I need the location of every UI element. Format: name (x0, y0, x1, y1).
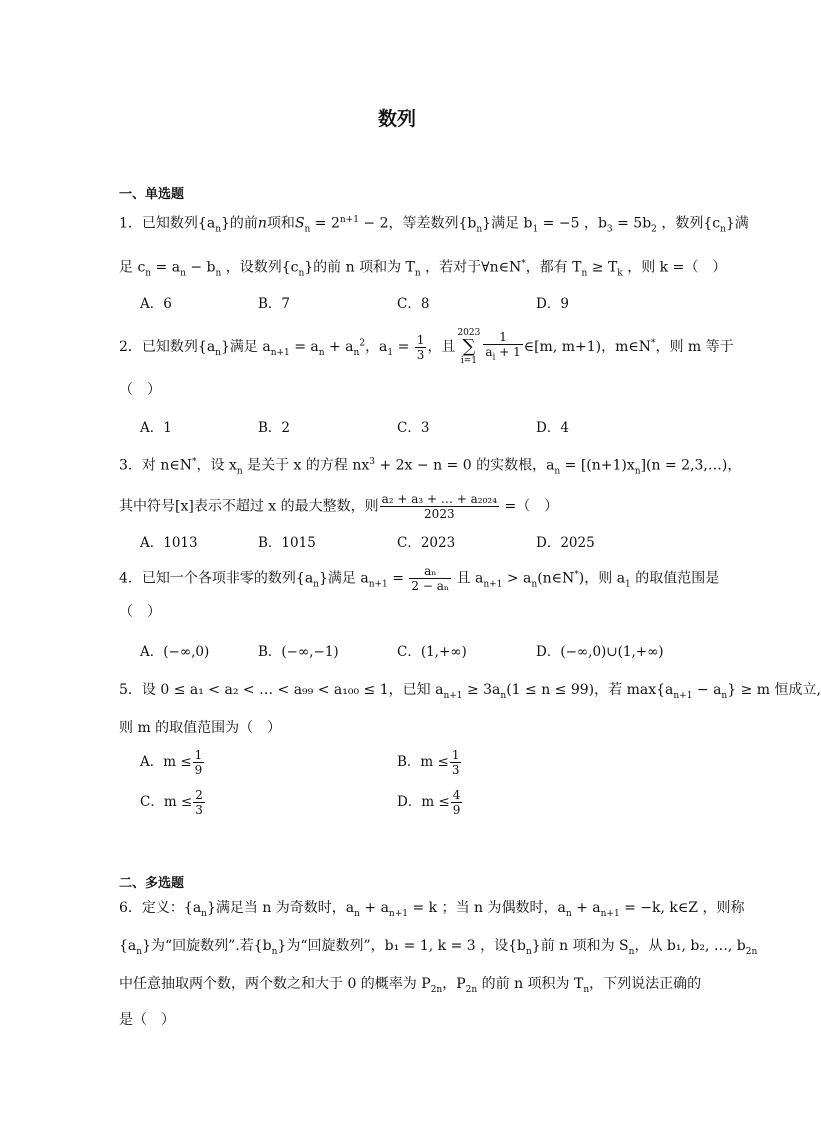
q5-option-a[interactable]: A．m ≤ $\frac{1}{9}$ (140, 748, 203, 777)
section-heading-multi-choice: 二、多选题 (119, 876, 185, 891)
q3-option-d[interactable]: D．2025 (536, 535, 595, 551)
question-6-line-1: 6．定义：$\{a_n\}$满足当 n 为奇数时，$a_n + a_{n+1} = k$ ；当 n 为偶数时，$a_n + a_{n+1} = -k$, k∈Z ，则称 (119, 900, 745, 919)
question-3-line-1: 3．对 n∈N*，设 $x_n$ 是关于 x 的方程 $nx^3 + 2x - n = 0$ 的实数根，$a_n = [(n+1)x_n](n$ = 2,3,…)， (119, 457, 742, 477)
q4-option-d[interactable]: D．(−∞,0)∪(1,+∞) (536, 644, 664, 660)
q1-option-c[interactable]: C．8 (397, 296, 430, 312)
q1-option-b[interactable]: B．7 (258, 296, 291, 312)
question-1-line-1: 1．已知数列$\{a_n\}$的前n项和$S_n = 2^{n+1} - 2$，等差数列$\{b_n\}$满足 $b_1 = -5$ ，$b_3 = 5b_2$ ，数列$\{c_n\}$满 (119, 215, 749, 235)
q5-option-b[interactable]: B．m ≤ $\frac{1}{3}$ (397, 748, 460, 777)
q2-option-a[interactable]: A．1 (140, 420, 172, 436)
section-heading-single-choice: 一、单选题 (119, 187, 185, 202)
question-3-line-2: 其中符号[x]表示不超过 x 的最大整数，则 $\frac{\text{a₂ + a₃ + … + a₂₀₂₄}}{2023}$ =（ ） (119, 492, 559, 521)
q5-option-c[interactable]: C．m ≤ $\frac{2}{3}$ (140, 788, 203, 817)
question-4-line-1: 4．已知一个各项非零的数列$\{a_n\}$满足 $a_{n+1}$ = $\frac{\text{aₙ}}{\text{2 − aₙ}}$ 且 $a_{n+1}$ > $a_n(n\in N^*)$，则 $a_1$ 的取值范围是 (119, 564, 720, 593)
question-5-line-1: 5．设 0 ≤ a₁ < a₂ < … < a₉₉ < a₁₀₀ ≤ 1，已知 $a_{n+1} \ge 3a_n(1 \le n \le 99)$，若 $\max\{a_{n+1} - a_n\} \ge m$ 恒成立, (119, 682, 821, 701)
question-1-line-2: 足 $c_n = a_n - b_n$ ，设数列$\{c_n\}$的前 n 项和为 $T_n$ ，若对于∀n∈N*，都有 $T_n \ge T_k$ ，则 k =（ ） (119, 259, 727, 279)
question-2-line-1: 2．已知数列$\{a_n\}$满足 $a_{n+1} = a_n + a_n^2$，$a_1$ = $\frac{1}{3}$ ，且2023 ∑ i=1 $\frac{1}{a_i + 1}$ ∈[m, m+1)，m∈N*，则 m 等于 (119, 328, 734, 366)
fraction-one-third: $\frac{1}{3}$ (416, 332, 425, 362)
q2-option-d[interactable]: D．4 (536, 420, 569, 436)
question-5-line-2: 则 m 的取值范围为（ ） (119, 720, 282, 736)
fraction-q3: $\frac{\text{a₂ + a₃ + … + a₂₀₂₄}}{2023}$ (381, 492, 498, 521)
q1-option-a[interactable]: A．6 (140, 296, 172, 312)
question-6-line-2: $\{a_n\}$为“回旋数列”.若$\{b_n\}$为“回旋数列”，b₁ = 1, k = 3 ，设$\{b_n\}$前 n 项和为 $S_n$，从 b₁, b₂, …, $b_{2n}$ (119, 938, 758, 957)
q3-option-c[interactable]: C．2023 (397, 535, 456, 551)
summation-symbol: 2023 ∑ i=1 (457, 328, 481, 366)
q4-option-a[interactable]: A．(−∞,0) (140, 644, 210, 660)
q3-option-b[interactable]: B．1015 (258, 535, 316, 551)
q4-option-c[interactable]: C．(1,+∞) (397, 644, 467, 660)
q2-option-c[interactable]: C．3 (397, 420, 430, 436)
fraction-sum-term: $\frac{1}{a_i + 1}$ (485, 329, 521, 363)
question-4-paren: （ ） (119, 604, 161, 620)
fraction-q4: $\frac{\text{aₙ}}{\text{2 − aₙ}}$ (411, 564, 450, 593)
q4-option-b[interactable]: B．(−∞,−1) (258, 644, 339, 660)
q5-option-d[interactable]: D．m ≤ $\frac{4}{9}$ (397, 788, 461, 817)
q1-option-d[interactable]: D．9 (536, 296, 569, 312)
question-6-line-3: 中任意抽取两个数，两个数之和大于 0 的概率为 $P_{2n}$，$P_{2n}$ 的前 n 项积为 $T_n$，下列说法正确的 (119, 976, 702, 995)
question-2-paren: （ ） (119, 382, 161, 398)
page-title: 数列 (377, 108, 416, 130)
q2-option-b[interactable]: B．2 (258, 420, 291, 436)
q3-option-a[interactable]: A．1013 (140, 535, 198, 551)
question-6-line-4: 是（ ） (119, 1012, 175, 1028)
